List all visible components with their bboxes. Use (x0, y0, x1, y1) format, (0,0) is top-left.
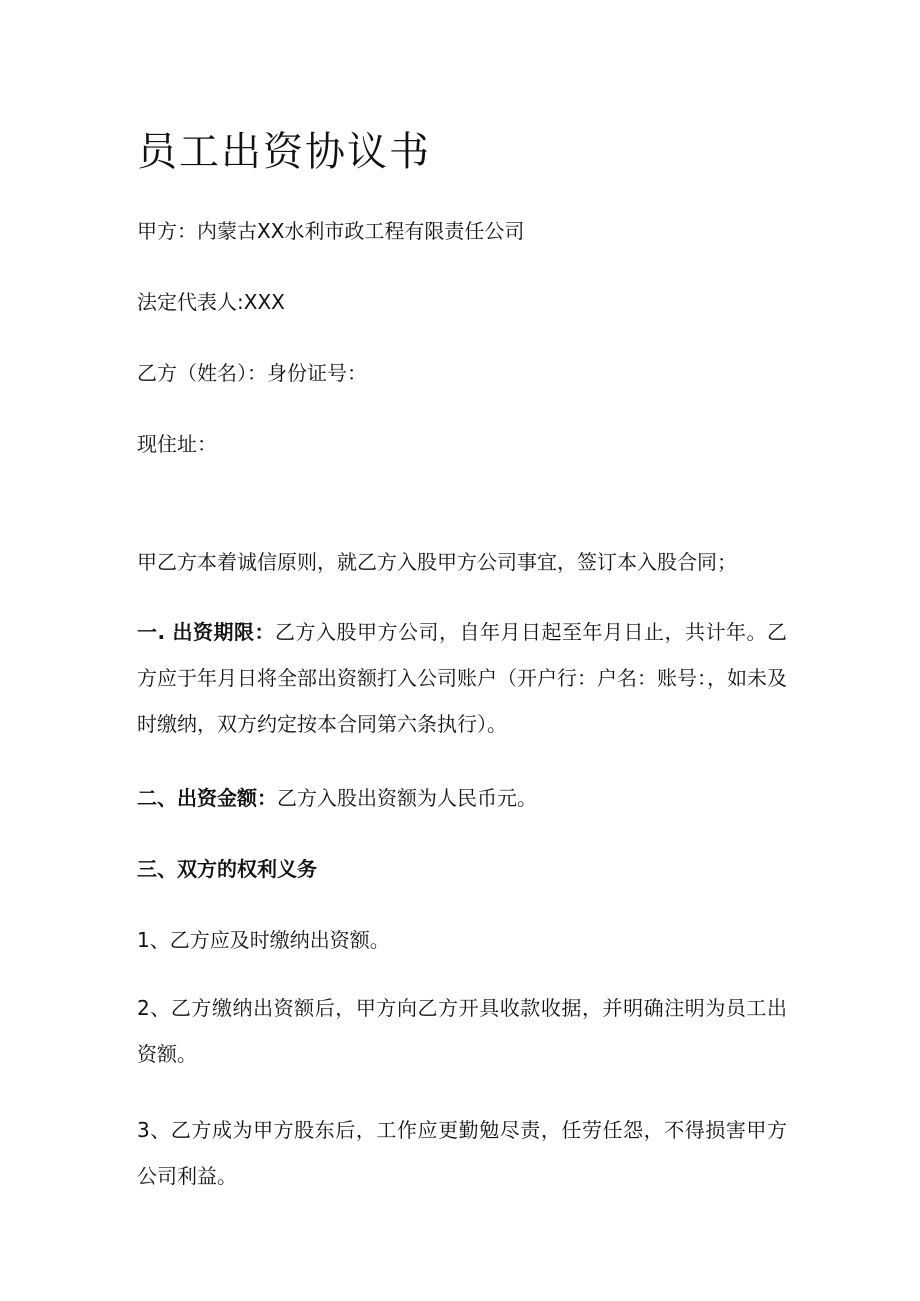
section-2-heading: 二、出资金额： (137, 786, 277, 810)
party-b-line: 乙方（姓名）：身份证号： (137, 361, 367, 385)
section-1-body: 乙方入股甲方公司，自年月日起至年月日止，共计年。乙方应于年月日将全部出资额打入公司账户（开户行：户名：账号：，如未及时缴纳，双方约定按本合同第六条执行）。 (137, 620, 787, 736)
intro-paragraph: 甲乙方本着诚信原则，就乙方入股甲方公司事宜，签订本入股合同； (137, 550, 737, 574)
document-title: 员工出资协议书 (137, 129, 431, 175)
legal-representative-line: 法定代表人:XXX (137, 290, 285, 314)
list-item: 3、乙方成为甲方股东后，工作应更勤勉尽责，任劳任怨，不得损害甲方公司利益。 (137, 1118, 787, 1188)
section-1-paragraph (137, 609, 787, 747)
section-3-heading: 三、双方的权利义务 (137, 857, 317, 881)
section-2-paragraph (137, 775, 787, 821)
section-1-heading: 一. 出资期限： (137, 620, 276, 644)
party-a-line: 甲方：内蒙古XX水利市政工程有限责任公司 (137, 219, 525, 243)
address-line: 现住址： (137, 432, 217, 456)
list-item: 2、乙方缴纳出资额后，甲方向乙方开具收款收据，并明确注明为员工出资额。 (137, 996, 787, 1066)
list-item: 1、乙方应及时缴纳出资额。 (137, 928, 390, 952)
section-2-body: 乙方入股出资额为人民币元。 (277, 786, 537, 810)
